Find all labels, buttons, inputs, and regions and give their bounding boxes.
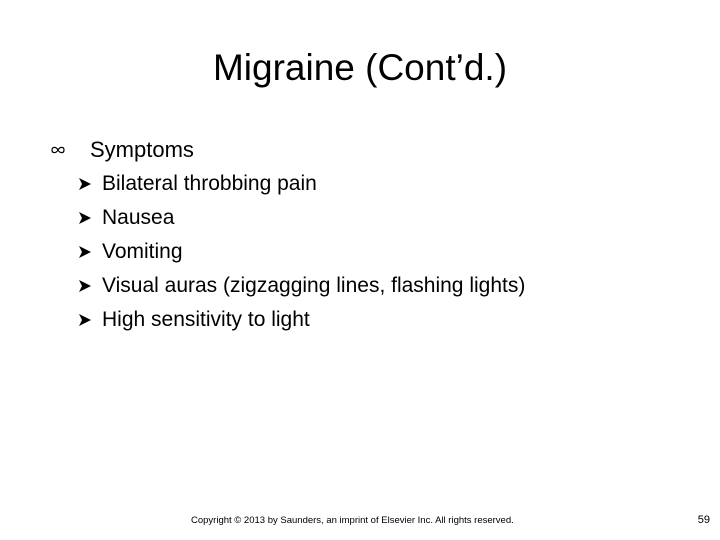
main-bullet-text: Symptoms bbox=[90, 137, 194, 162]
infinity-bullet-icon bbox=[50, 145, 90, 155]
arrow-bullet-icon bbox=[78, 313, 92, 327]
list-item-text: Vomiting bbox=[102, 240, 183, 263]
arrow-bullet-icon bbox=[78, 279, 92, 293]
list-item-text: Nausea bbox=[102, 206, 175, 229]
arrow-bullet-icon bbox=[78, 245, 92, 259]
list-item bbox=[50, 167, 690, 201]
slide-content bbox=[50, 133, 690, 337]
page-number: 59 bbox=[697, 514, 710, 526]
list-item bbox=[50, 201, 690, 235]
list-item bbox=[50, 269, 690, 303]
list-item-text: High sensitivity to light bbox=[102, 308, 310, 331]
copyright-footer: Copyright © 2013 by Saunders, an imprint of Elsevier Inc. All rights reserved. bbox=[191, 515, 514, 526]
main-bullet bbox=[50, 133, 690, 167]
list-item-text: Visual auras (zigzagging lines, flashing lights) bbox=[102, 274, 526, 297]
list-item bbox=[50, 303, 690, 337]
symptom-list bbox=[50, 167, 690, 337]
list-item-text: Bilateral throbbing pain bbox=[102, 172, 317, 195]
slide-title: Migraine (Cont’d.) bbox=[212, 47, 508, 88]
arrow-bullet-icon bbox=[78, 177, 92, 191]
list-item bbox=[50, 235, 690, 269]
arrow-bullet-icon bbox=[78, 211, 92, 225]
